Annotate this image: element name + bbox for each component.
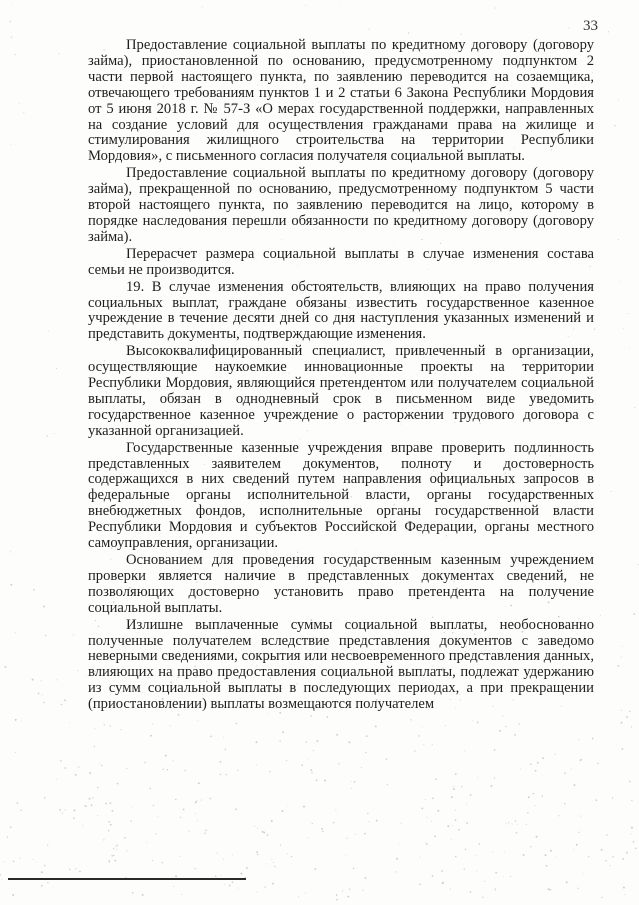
paragraph-verification-right: Государственные казенные учреждения вправе проверить подлинность представленных заявителем документов, полноту и достоверность содержащихся в них сведений путем направления официальных запросов в федеральные органы исполнительной власти, органы государственных внебюджетных фондов, исполнительные органы государственной власти Республики Мордовия и субъектов Российской Федерации, органы местного самоуправления, организации.	[88, 439, 594, 552]
paragraph-transfer-to-coborrower: Предоставление социальной выплаты по кредитному договору (договору займа), приостановленной по основанию, предусмотренному подпунктом 2 части первой настоящего пункта, по заявлению переводится на созаемщика, отвечающего требованиям пунктов 1 и 2 статьи 6 Закона Республики Мордовия от 5 июня 2018 г. № 57-З «О мерах государственной поддержки, направленных на создание условий для осуществления гражданами права на жилище и стимулирования жилищного строительства на территории Республики Мордовия», с письменного согласия получателя социальной выплаты.	[88, 37, 594, 165]
paragraph-no-recalculation: Перерасчет размера социальной выплаты в случае изменения состава семьи не производится.	[88, 245, 594, 278]
paragraph-overpayment: Излишне выплаченные суммы социальной выплаты, необоснованно полученные получателем вследствие представления документов с заведомо неверными сведениями, сокрытия или несвоевременного представления данных, влияющих на право предоставления социальной выплаты, подлежат удержанию из сумм социальной выплаты в последующих периодах, а при прекращении (приостановлении) выплаты возмещаются получателем	[88, 616, 594, 713]
paragraph-specialist-notice: Высококвалифицированный специалист, привлеченный в организации, осуществляющие наукоемкие инновационные проекты на территории Республики Мордовия, являющийся претендентом или получателем социальной выплаты, обязан в однодневный срок в письменном виде уведомить государственное казенное учреждение о расторжении трудового договора с указанной организацией.	[88, 343, 594, 439]
paragraph-verification-basis: Основанием для проведения государственным казенным учреждением проверки является наличие в представленных документах сведений, не позволяющих достоверно установить право претендента на получение социальной выплаты.	[88, 552, 594, 616]
document-body	[88, 38, 594, 714]
paragraph-transfer-to-heir: Предоставление социальной выплаты по кредитному договору (договору займа), прекращенной по основанию, предусмотренному подпунктом 5 части второй настоящего пункта, по заявлению переводится на лицо, которому в порядке наследования перешли обязанности по кредитному договору (договору займа).	[88, 165, 594, 245]
page-number: 33	[583, 18, 598, 34]
paragraph-item-19: 19. В случае изменения обстоятельств, влияющих на право получения социальных выплат, граждане обязаны известить государственное казенное учреждение в течение десяти дней со дня наступления указанных изменений и представить документы, подтверждающие изменения.	[88, 278, 594, 343]
bottom-rule	[8, 878, 246, 880]
